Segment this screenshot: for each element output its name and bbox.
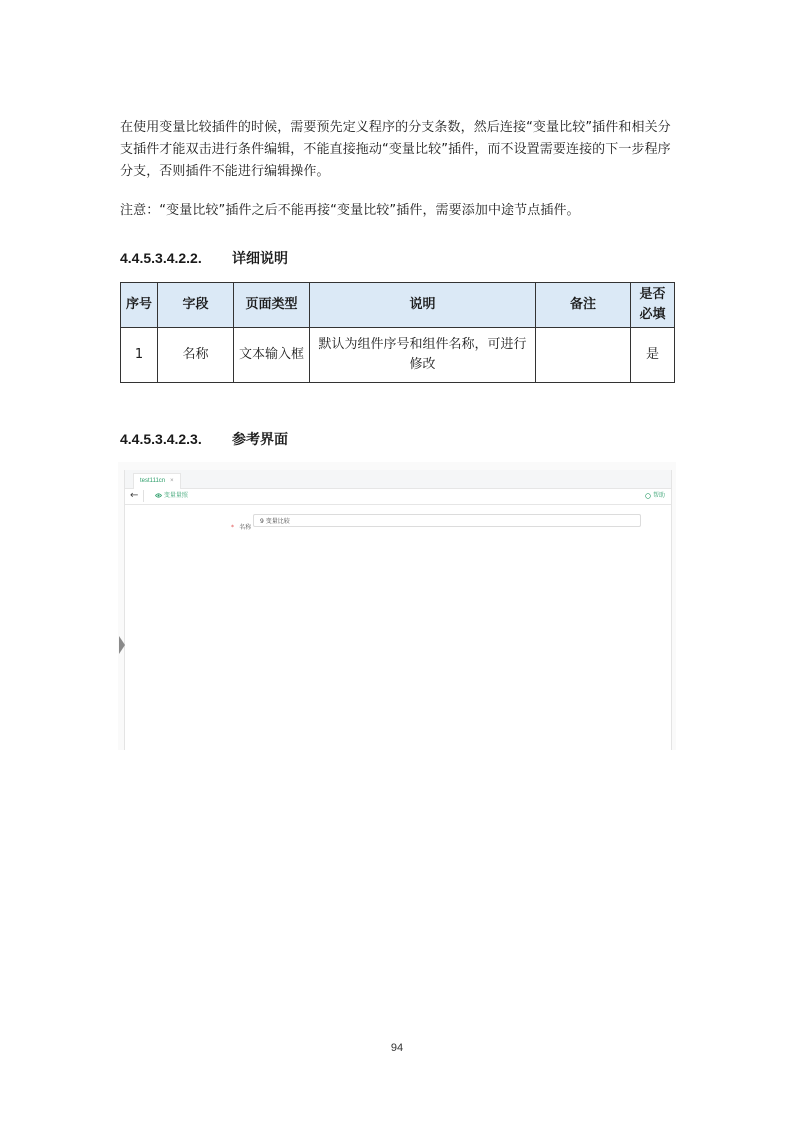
name-field-label (231, 514, 252, 531)
note-paragraph: 注意：“变量比较”插件之后不能再接“变量比较”插件，需要添加中途节点插件。 (120, 203, 580, 218)
name-input[interactable]: 9 变量比较 (253, 514, 641, 527)
section-title: 详细说明 (232, 251, 288, 267)
intro-paragraph: 在使用变量比较插件的时候，需要预先定义程序的分支条数，然后连接“变量比较”插件和相关分支插件才能双击进行条件编辑，不能直接拖动“变量比较”插件，而不设置需要连接的下一步程序分支，否则插件不能进行编辑操作。 (120, 120, 671, 179)
tab-label: test111cn (140, 478, 166, 484)
toolbar (125, 488, 671, 505)
table-row (121, 328, 675, 383)
app-window (124, 470, 672, 750)
section-heading-reference (120, 429, 288, 449)
required-marker: * (231, 524, 234, 531)
table-cell: 1 (121, 328, 158, 383)
table-cell (536, 328, 631, 383)
section-number: 4.4.5.3.4.2.3. (120, 431, 202, 447)
table-header-row (121, 283, 675, 328)
help-circle-icon (645, 493, 651, 499)
preview-button[interactable] (155, 490, 188, 502)
tab-test111cn[interactable] (133, 473, 181, 489)
table-cell: 文本输入框 (234, 328, 310, 383)
field-label: 名称 (239, 524, 252, 531)
reference-screenshot (118, 462, 676, 750)
field-spec-table (120, 282, 675, 383)
header-cell: 页面类型 (234, 283, 310, 328)
side-collapse-arrow-icon[interactable] (119, 636, 125, 654)
preview-label: 变量量照 (163, 492, 188, 499)
header-cell: 说明 (310, 283, 536, 328)
page-number: 94 (390, 1042, 404, 1054)
back-arrow-icon[interactable]: ← (130, 490, 139, 501)
section-number: 4.4.5.3.4.2.2. (120, 250, 202, 266)
table-cell: 是 (631, 328, 675, 383)
section-heading-detail (120, 248, 288, 268)
header-cell: 是否必填 (631, 283, 675, 328)
table-cell: 名称 (158, 328, 234, 383)
close-icon[interactable]: × (170, 478, 174, 484)
header-cell: 序号 (121, 283, 158, 328)
eye-icon (155, 493, 162, 498)
section-title: 参考界面 (232, 432, 288, 448)
divider (143, 490, 144, 502)
tab-bar (125, 470, 671, 489)
help-button[interactable] (645, 490, 665, 502)
table-cell: 默认为组件序号和组件名称，可进行修改 (310, 328, 536, 383)
header-cell: 字段 (158, 283, 234, 328)
header-cell: 备注 (536, 283, 631, 328)
help-label: 帮助 (652, 492, 665, 499)
